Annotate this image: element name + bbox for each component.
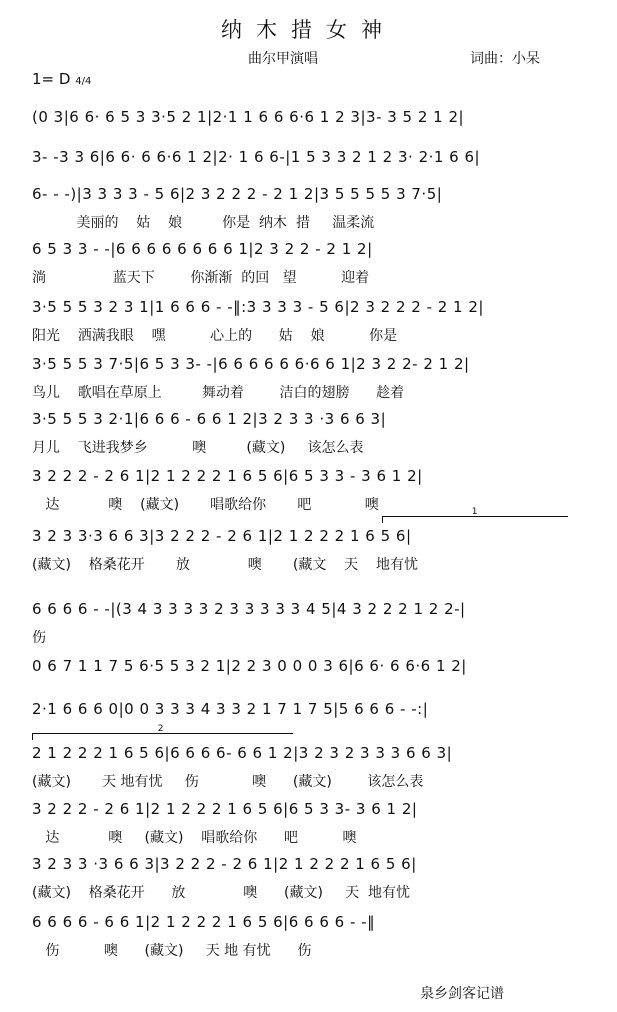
lyric-line: 阳光 洒满我眼 嘿 心上的 姑 娘 你是 [32,328,398,344]
notation-line: 2 1 2 2 2 1 6 5 6|6 6 6 6- 6 6 1 2|3 2 3 2 3 3 3 6 6 3| [32,744,453,762]
lyric-line: (藏文) 格桑花开 放 噢 (藏文 天 地有忧 [32,557,418,573]
notation-line: 6 5 3 3 - -|6 6 6 6 6 6 6 6 1|2 3 2 2 - 2 1 2| [32,240,373,258]
volta-bracket-1: 1 [382,516,568,523]
notation-line: 3 2 3 3 ·3 6 6 3|3 2 2 2 - 2 6 1|2 1 2 2 2 1 6 5 6| [32,855,417,873]
lyric-line: 月儿 飞进我梦乡 噢 (藏文) 该怎么表 [32,440,364,456]
notation-line: 3 2 3 3·3 6 6 3|3 2 2 2 - 2 6 1|2 1 2 2 2 1 6 5 6| [32,527,412,545]
notation-line: 0 6 7 1 1 7 5 6·5 5 3 2 1|2 2 3 0 0 0 3 6|6 6· 6 6·6 1 2| [32,657,467,675]
notation-line: 3·5 5 5 3 2·1|6 6 6 - 6 6 1 2|3 2 3 3 ·3 6 6 3| [32,410,387,428]
notation-line: 6 6 6 6 - -|(3 4 3 3 3 3 2 3 3 3 3 3 4 5|4 3 2 2 2 1 2 2-| [32,600,466,618]
notation-line: 6 6 6 6 - 6 6 1|2 1 2 2 2 1 6 5 6|6 6 6 6 - -‖ [32,913,376,931]
notation-line: 3 2 2 2 - 2 6 1|2 1 2 2 2 1 6 5 6|6 5 3 3 - 3 6 1 2| [32,467,423,485]
singer-credit: 曲尔甲演唱 [248,51,318,67]
notation-line: 3 2 2 2 - 2 6 1|2 1 2 2 2 1 6 5 6|6 5 3 3- 3 6 1 2| [32,800,418,818]
notation-line: 3·5 5 5 3 7·5|6 5 3 3- -|6 6 6 6 6 6·6 6 1|2 3 2 2- 2 1 2| [32,355,470,373]
notation-line: 2·1 6 6 6 0|0 0 3 3 3 4 3 3 2 1 7 1 7 5|5 6 6 6 - -:| [32,700,429,718]
lyric-line: 鸟儿 歌唱在草原上 舞动着 洁白的翅膀 趁着 [32,385,405,401]
volta-bracket-2: 2 [32,733,293,740]
song-title: 纳木措女神 [221,18,396,42]
lyric-line: 美丽的 姑 娘 你是 纳木 措 温柔流 [32,215,375,231]
key-label: 1= D [32,70,71,88]
lyricist-composer-credit: 词曲：小呆 [470,51,540,67]
lyric-line: 伤 [32,630,46,646]
notation-line: 3- -3 3 6|6 6· 6 6·6 1 2|2· 1 6 6-|1 5 3 3 2 1 2 3· 2·1 6 6| [32,148,481,166]
lyric-line: 达 噢 (藏文) 唱歌给你 吧 噢 [32,497,379,513]
lyric-line: (藏文) 天 地有忧 伤 噢 (藏文) 该怎么表 [32,774,424,790]
lyric-line: 达 噢 (藏文) 唱歌给你 吧 噢 [32,830,357,846]
time-signature: 4/4 [75,76,92,87]
transcriber-credit: 泉乡剑客记谱 [420,986,504,1002]
notation-line: 3·5 5 5 3 2 3 1|1 6 6 6 - -‖:3 3 3 3 - 5 6|2 3 2 2 2 - 2 1 2| [32,298,484,316]
lyric-line: 淌 蓝天下 你渐渐 的回 望 迎着 [32,270,370,286]
lyric-line: 伤 噢 (藏文) 天 地 有忧 伤 [32,943,312,959]
lyric-line: (藏文) 格桑花开 放 噢 (藏文) 天 地有忧 [32,885,411,901]
key-signature [32,70,91,88]
notation-line: 6- - -)|3 3 3 3 - 5 6|2 3 2 2 2 - 2 1 2|3 5 5 5 5 3 7·5| [32,185,443,203]
notation-line: (0 3|6 6· 6 5 3 3·5 2 1|2·1 1 6 6 6·6 1 2 3|3- 3 5 2 1 2| [32,108,465,126]
